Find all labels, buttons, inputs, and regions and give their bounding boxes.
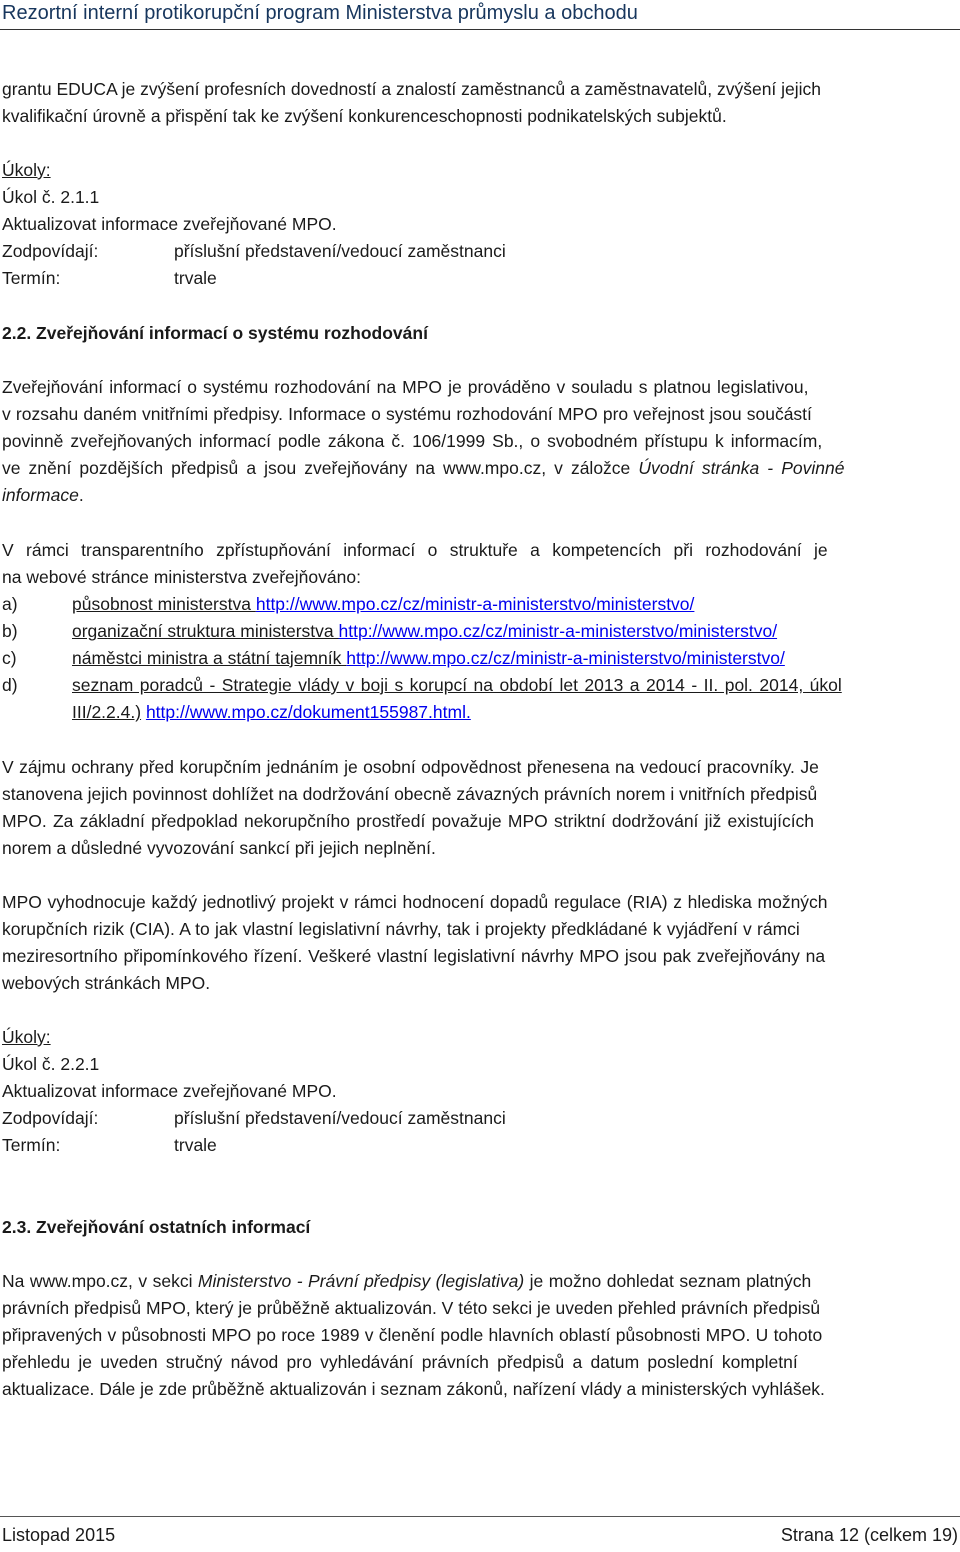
paragraph-text: . bbox=[78, 485, 84, 505]
list-item-continuation bbox=[2, 699, 958, 725]
list-item-link[interactable]: http://www.mpo.cz/cz/ministr-a-ministerstvo/ministerstvo/ bbox=[255, 594, 695, 614]
list-item-text: III/2.2.4.) bbox=[72, 702, 142, 722]
paragraph-line: stanovena jejich povinnost dohlížet na dodržování obecně závazných právních norem i vnitřních předpisů bbox=[2, 784, 818, 804]
term-label: Termín: bbox=[2, 268, 61, 288]
paragraph-line: norem a důsledné vyvozování sankcí při jejich neplnění. bbox=[2, 838, 436, 858]
list-item-text: působnost ministerstva bbox=[72, 594, 256, 614]
list-item-text: seznam poradců - Strategie vlády v boji s korupcí na období let 2013 a 2014 - II. pol. 2014, úkol bbox=[72, 675, 842, 695]
paragraph-line: právních předpisů MPO, který je průběžně aktualizován. V této sekci je uveden přehled právních předpisů bbox=[2, 1298, 821, 1318]
paragraph-line: v rozsahu daném vnitřními předpisy. Informace o systému rozhodování MPO pro veřejnost jsou součástí bbox=[2, 404, 812, 424]
paragraph-line: V zájmu ochrany před korupčním jednáním je osobní odpovědnost přenesena na vedoucí pracovníky. Je bbox=[2, 757, 819, 777]
list-item bbox=[2, 672, 958, 698]
intro-line: grantu EDUCA je zvýšení profesních dovedností a znalostí zaměstnanců a zaměstnavatelů, zvýšení jejich bbox=[2, 79, 822, 99]
italic-reference: Ministerstvo - Právní předpisy (legislativa) bbox=[197, 1271, 525, 1291]
paragraph-line: povinně zveřejňovaných informací podle zákona č. 106/1999 Sb., o svobodném přístupu k informacím, bbox=[2, 431, 823, 451]
footer-page-number: Strana 12 (celkem 19) bbox=[780, 1525, 958, 1545]
section-heading: 2.3. Zveřejňování ostatních informací bbox=[2, 1217, 311, 1237]
tasks-label: Úkoly: bbox=[2, 160, 51, 180]
list-marker: a) bbox=[2, 594, 18, 614]
paragraph-line: na webové stránce ministerstva zveřejňováno: bbox=[2, 567, 361, 587]
paragraph-line: korupčních rizik (CIA). A to jak vlastní legislativní návrhy, tak i projekty předkládané k vyjádření v rámci bbox=[2, 919, 800, 939]
paragraph-line: webových stránkách MPO. bbox=[2, 973, 211, 993]
task-number: Úkol č. 2.1.1 bbox=[2, 187, 100, 207]
responsible-value: příslušní představení/vedoucí zaměstnanci bbox=[174, 241, 506, 261]
paragraph-line: meziresortního připomínkového řízení. Veškeré vlastní legislativní návrhy MPO jsou pak zveřejňovány na bbox=[2, 946, 826, 966]
italic-reference: Úvodní stránka - Povinné bbox=[638, 458, 845, 478]
paragraph-line: MPO. Za základní předpoklad nekorupčního prostředí považuje MPO striktní dodržování již existujících bbox=[2, 811, 815, 831]
paragraph-line bbox=[2, 1268, 958, 1294]
paragraph-line bbox=[2, 455, 958, 481]
responsible-row bbox=[2, 1105, 958, 1131]
term-value: trvale bbox=[174, 268, 217, 288]
list-marker: b) bbox=[2, 621, 18, 641]
task-number: Úkol č. 2.2.1 bbox=[2, 1054, 100, 1074]
term-row bbox=[2, 1132, 958, 1158]
footer-rule bbox=[0, 1516, 960, 1517]
tasks-label: Úkoly: bbox=[2, 1027, 51, 1047]
term-value: trvale bbox=[174, 1135, 217, 1155]
page-header-title: Rezortní interní protikorupční program Ministerstva průmyslu a obchodu bbox=[2, 2, 638, 24]
list-item-text: náměstci ministra a státní tajemník bbox=[72, 648, 347, 668]
paragraph-line: MPO vyhodnocuje každý jednotlivý projekt v rámci hodnocení dopadů regulace (RIA) z hlediska možných bbox=[2, 892, 828, 912]
term-row bbox=[2, 265, 958, 291]
header-rule bbox=[0, 29, 960, 30]
list-item-link[interactable]: http://www.mpo.cz/dokument155987.html. bbox=[145, 702, 471, 722]
section-heading: 2.2. Zveřejňování informací o systému rozhodování bbox=[2, 323, 428, 343]
responsible-row bbox=[2, 238, 958, 264]
intro-line: kvalifikační úrovně a přispění tak ke zvýšení konkurenceschopnosti podnikatelských subjektů. bbox=[2, 106, 727, 126]
list-item-link[interactable]: http://www.mpo.cz/cz/ministr-a-ministerstvo/ministerstvo/ bbox=[338, 621, 778, 641]
list-marker: c) bbox=[2, 648, 17, 668]
paragraph-line: Zveřejňování informací o systému rozhodování na MPO je prováděno v souladu s platnou legislativou, bbox=[2, 377, 809, 397]
paragraph-text: ve znění pozdějších předpisů a jsou zveřejňovány na www.mpo.cz, v záložce bbox=[2, 458, 639, 478]
footer-date: Listopad 2015 bbox=[2, 1525, 116, 1545]
paragraph-line: přehledu je uveden stručný návod pro vyhledávání právních předpisů a datum poslední kompletní bbox=[2, 1352, 798, 1372]
paragraph-line: připravených v působnosti MPO po roce 1989 v členění podle hlavních oblastí působnosti MPO. U tohoto bbox=[2, 1325, 823, 1345]
paragraph-text: Na www.mpo.cz, v sekci bbox=[2, 1271, 198, 1291]
responsible-label: Zodpovídají: bbox=[2, 1108, 99, 1128]
responsible-value: příslušní představení/vedoucí zaměstnanci bbox=[174, 1108, 506, 1128]
task-text: Aktualizovat informace zveřejňované MPO. bbox=[2, 214, 337, 234]
paragraph-line: aktualizace. Dále je zde průběžně aktualizován i seznam zákonů, nařízení vlády a ministerských vyhlášek. bbox=[2, 1379, 825, 1399]
term-label: Termín: bbox=[2, 1135, 61, 1155]
list-item-text: organizační struktura ministerstva bbox=[72, 621, 339, 641]
list-marker: d) bbox=[2, 675, 18, 695]
paragraph-line: V rámci transparentního zpřístupňování informací o struktuře a kompetencích při rozhodování je bbox=[2, 540, 828, 560]
list-item bbox=[2, 618, 958, 644]
responsible-label: Zodpovídají: bbox=[2, 241, 99, 261]
paragraph-line bbox=[2, 482, 958, 508]
task-text: Aktualizovat informace zveřejňované MPO. bbox=[2, 1081, 337, 1101]
list-item-link[interactable]: http://www.mpo.cz/cz/ministr-a-ministerstvo/ministerstvo/ bbox=[346, 648, 785, 668]
italic-reference: informace bbox=[2, 485, 79, 505]
list-item bbox=[2, 591, 958, 617]
list-item bbox=[2, 645, 958, 671]
paragraph-text: je možno dohledat seznam platných bbox=[524, 1271, 812, 1291]
